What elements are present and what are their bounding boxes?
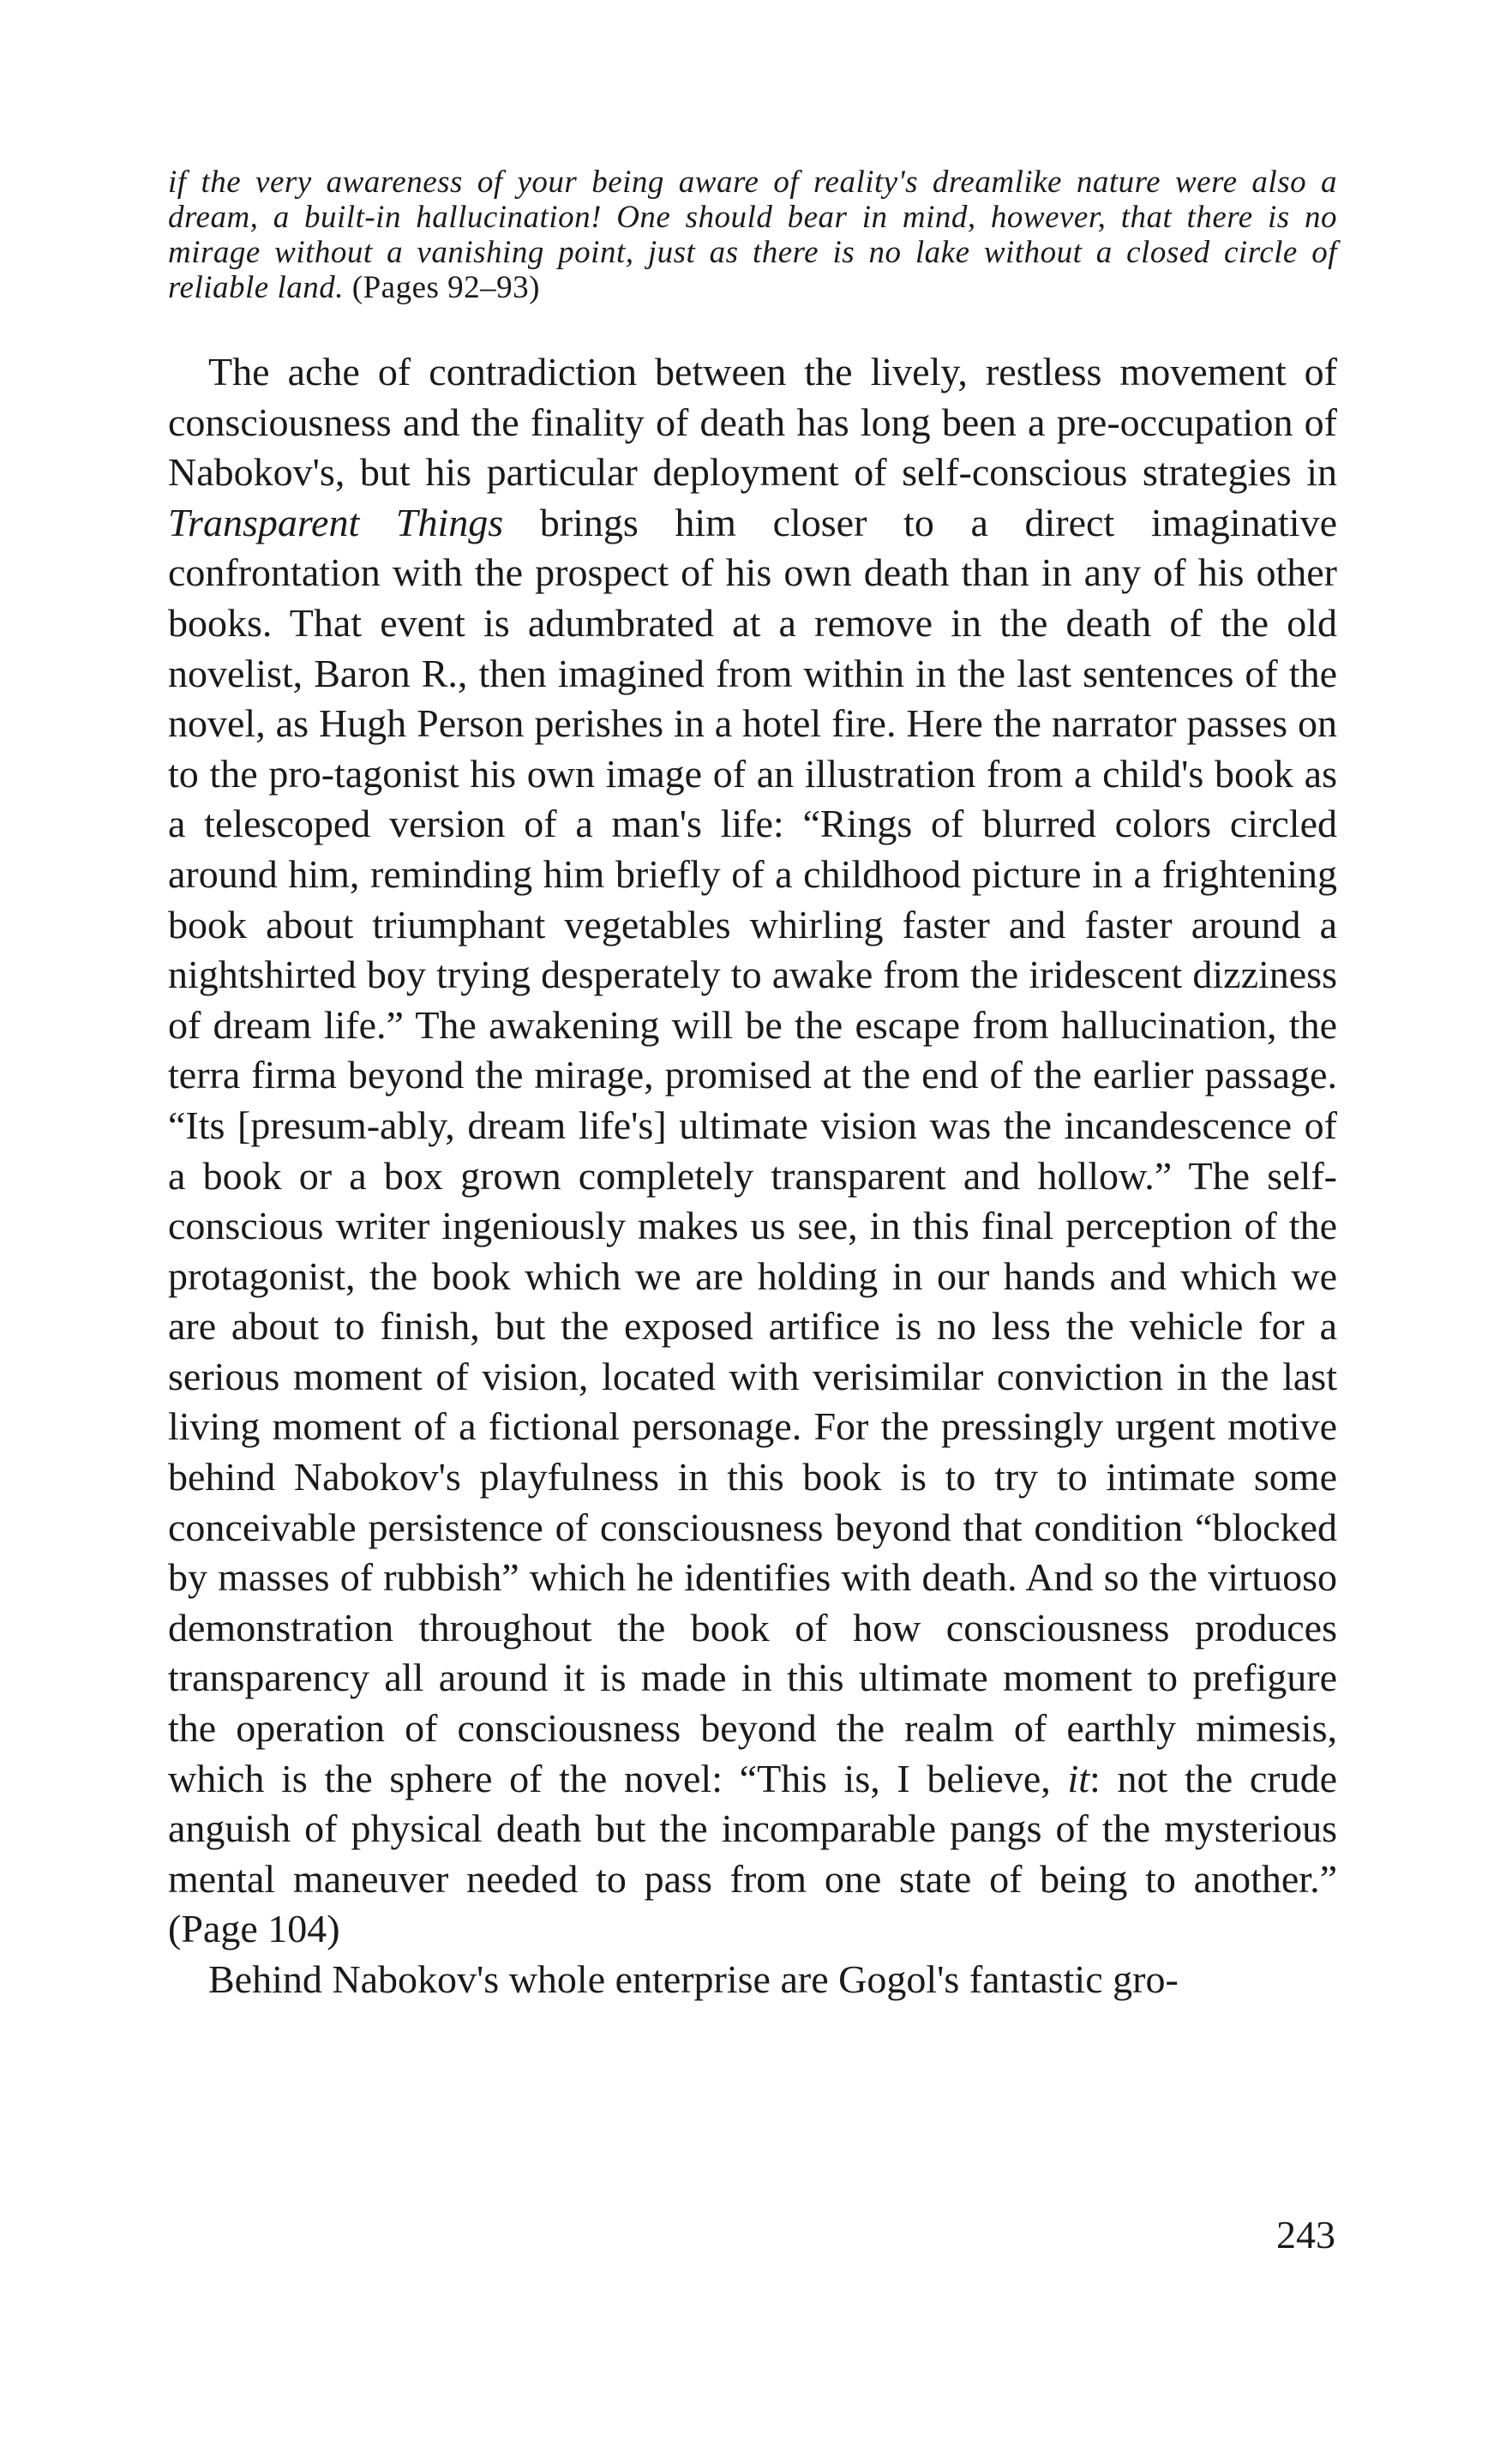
paragraph-text: : not the crude anguish of physical death but the incomparable pangs of the mysterious mental maneuver needed to pass from one state of being to another.” (Page 104) (168, 1756, 1337, 1951)
quote-italic-text: if the very awareness of your being aware of reality's dreamlike nature were also a dream, a built-in hallucination! One should bear in mind, however, that there is no mirage without a vanishing point, just as there is no lake without a closed circle of reliable land. (168, 165, 1337, 305)
page-number: 243 (1276, 2213, 1335, 2257)
paragraph (168, 1955, 1337, 2005)
paragraph-text: brings him closer to a direct imaginative confrontation with the prospect of his own death than in any of his other books. That event is adumbrated at a remove in the death of the old novelist, Baron R., then imagined from within in the last sentences of the novel, as Hugh Person perishes in a hotel fire. Here the narrator passes on to the pro-tagonist his own image of an illustration from a child's book as a telescoped version of a man's life: “Rings of blurred colors circled around him, reminding him briefly of a childhood picture in a frightening book about triumphant vegetables whirling faster and faster around a nightshirted boy trying desperately to awake from the iridescent dizziness of dream life.” The awakening will be the escape from hallucination, the terra firma beyond the mirage, promised at the end of the earlier passage. “Its [presum-ably, dream life's] ultimate vision was the incandescence of a book or a box grown completely transparent and hollow.” The self-conscious writer ingeniously makes us see, in this final perception of the protagonist, the book which we are holding in our hands and which we are about to finish, but the exposed artifice is no less the vehicle for a serious moment of vision, located with verisimilar conviction in the last living moment of a fictional personage. For the pressingly urgent motive behind Nabokov's playfulness in this book is to try to intimate some conceivable persistence of consciousness beyond that condition “blocked by masses of rubbish” which he identifies with death. And so the virtuoso demonstration throughout the book of how consciousness produces transparency all around it is made in this ultimate moment to prefigure the operation of consciousness beyond the realm of earthly mimesis, which is the sphere of the novel: “This is, I believe, (168, 500, 1337, 1800)
book-title: Transparent Things (168, 500, 504, 544)
block-quote (168, 165, 1337, 305)
paragraph-text: The ache of contradiction between the lively, restless movement of consciousness and the finality of death has long been a pre-occupation of Nabokov's, but his particular deployment of self-conscious strategies in (168, 350, 1337, 495)
emphasis-word: it (1067, 1756, 1090, 1800)
paragraph-text: Behind Nabokov's whole enterprise are Gogol's fantastic gro- (208, 1957, 1179, 2001)
quote-citation: (Pages 92–93) (344, 270, 540, 305)
body-text (168, 347, 1337, 2005)
paragraph (168, 347, 1337, 1955)
